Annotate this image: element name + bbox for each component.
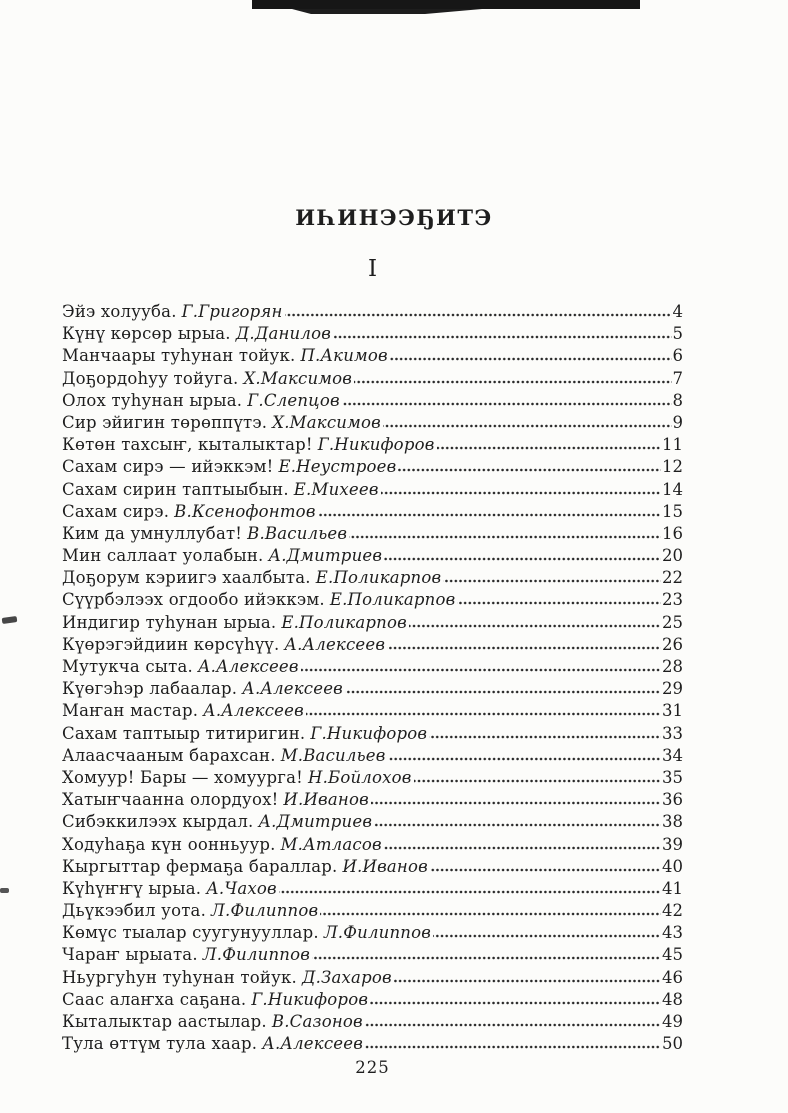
dot-leader — [365, 1023, 661, 1027]
toc-entry — [62, 345, 683, 367]
toc-entry-title: Сахам сирэ. — [62, 501, 170, 521]
toc-entry-title: Хатыҥчаанна олордуох! — [62, 790, 279, 810]
toc-entry-page-number: 4 — [672, 302, 683, 321]
toc-entry-title: Доҕордоһуу тойуга. — [62, 368, 239, 388]
toc-entry-author: И.Иванов — [283, 790, 369, 810]
dot-leader — [384, 846, 661, 850]
toc-entry — [62, 789, 683, 811]
toc-entry-title: Сахам сирэ — ийэккэм! — [62, 457, 274, 477]
dot-leader — [345, 690, 661, 694]
toc-entry — [62, 900, 683, 922]
toc-entry-page-number: 38 — [662, 812, 683, 832]
toc-entry-title: Доҕорум кэриигэ хаалбыта. — [62, 568, 311, 588]
dot-leader — [414, 779, 661, 783]
toc-entry-title: Кыталыктар аастылар. — [62, 1012, 267, 1031]
toc-entry-title: Көтөн тахсыҥ, кыталыктар! — [62, 435, 313, 455]
toc-entry — [62, 967, 683, 989]
toc-entry-page-number: 39 — [662, 834, 683, 854]
toc-entry-author: Г.Никифоров — [310, 723, 428, 743]
dot-leader — [430, 868, 661, 872]
toc-entry-title: Дьүкээбил уота. — [62, 901, 207, 921]
contents-heading: ИҺИНЭЭҔИТЭ — [295, 205, 493, 230]
toc-entry-title: Алаасчааным барахсан. — [62, 745, 276, 765]
dot-leader — [365, 1045, 661, 1049]
toc-entry-title: Сибэккилээх кырдал. — [62, 812, 254, 832]
toc-entry-title: Кыргыттар фермаҕа бараллар. — [62, 856, 338, 876]
toc-entry — [62, 523, 683, 545]
toc-entry — [62, 944, 683, 966]
dot-leader — [443, 579, 661, 583]
toc-entry-page-number: 22 — [662, 568, 683, 588]
toc-entry — [62, 700, 683, 722]
toc-entry — [62, 301, 683, 323]
toc-entry-page-number: 16 — [662, 523, 683, 543]
toc-entry-title: Хомуур! Бары — хомуурга! — [62, 767, 303, 787]
toc-entry — [62, 612, 683, 634]
toc-entry — [62, 1033, 683, 1055]
toc-entry — [62, 479, 683, 501]
dot-leader — [429, 735, 661, 739]
toc-entry-page-number: 48 — [662, 989, 683, 1009]
toc-entry-page-number: 33 — [662, 723, 683, 743]
toc-entry-title: Сахам таптыыр титиригин. — [62, 723, 306, 743]
toc-entry-page-number: 20 — [662, 546, 683, 566]
toc-entry — [62, 656, 683, 678]
toc-entry — [62, 834, 683, 856]
toc-entry-author: Х.Максимов — [243, 368, 353, 388]
toc-entry-page-number: 5 — [672, 324, 683, 344]
toc-entry-author: Е.Михеев — [293, 479, 379, 499]
toc-entry-title: Тула өттүм тула хаар. — [62, 1034, 258, 1054]
toc-entry-title: Чараҥ ырыата. — [62, 945, 198, 965]
toc-entry-page-number: 28 — [662, 657, 683, 676]
toc-entry-page-number: 29 — [662, 679, 683, 699]
toc-entry-title: Күһүҥҥү ырыа. — [62, 878, 202, 898]
toc-entry-title: Ходуһаҕа күн оонньуур. — [62, 834, 276, 854]
toc-entry-page-number: 25 — [662, 612, 683, 632]
dot-leader — [320, 912, 661, 916]
toc-entry-author: Д.Данилов — [235, 324, 332, 344]
dot-leader — [374, 823, 661, 827]
toc-entry-author: Е.Поликарпов — [315, 568, 442, 588]
toc-entry — [62, 811, 683, 833]
toc-entry — [62, 856, 683, 878]
scan-artifact — [2, 616, 18, 624]
dot-leader — [370, 1001, 661, 1005]
toc-entry-title: Саас алаҥха саҕана. — [62, 989, 247, 1009]
dot-leader — [381, 491, 661, 495]
toc-entry-author: А.Алексеев — [262, 1034, 363, 1054]
dot-leader — [409, 624, 661, 628]
dot-leader — [279, 890, 661, 894]
toc-entry-author: Л.Филиппов — [202, 945, 311, 965]
dot-leader — [371, 801, 661, 805]
dot-leader — [398, 468, 661, 472]
toc-entry-page-number: 35 — [662, 767, 683, 787]
toc-entry — [62, 767, 683, 789]
toc-entry — [62, 723, 683, 745]
toc-entry-author: П.Акимов — [300, 346, 388, 366]
dot-leader — [394, 979, 661, 983]
toc-entry-page-number: 14 — [662, 479, 683, 499]
table-of-contents — [62, 301, 683, 1055]
dot-leader — [349, 535, 661, 539]
toc-entry-page-number: 46 — [662, 967, 683, 987]
toc-entry-title: Маҥан мастар. — [62, 701, 199, 721]
toc-entry-author: Е.Поликарпов — [329, 590, 456, 610]
toc-entry-author: Г.Никифоров — [317, 435, 435, 455]
toc-entry — [62, 390, 683, 412]
toc-entry-title: Күөрэгэйдиин көрсүһүү. — [62, 634, 280, 654]
toc-entry-title: Эйэ холууба. — [62, 302, 177, 321]
toc-entry-title: Мутукча сыта. — [62, 657, 193, 676]
toc-entry-title: Күнү көрсөр ырыа. — [62, 324, 231, 344]
toc-entry-title: Сахам сирин таптыыбын. — [62, 479, 289, 499]
toc-entry — [62, 323, 683, 345]
toc-entry-title: Сир эйигин төрөппүтэ. — [62, 412, 268, 432]
dot-leader — [433, 934, 661, 938]
toc-entry-title: Ким да умнуллубат! — [62, 523, 243, 543]
toc-entry-author: Д.Захаров — [301, 967, 392, 987]
toc-entry-page-number: 7 — [672, 368, 683, 388]
toc-entry-title: Ньургуһун туһунан тойук. — [62, 967, 297, 987]
toc-entry-page-number: 9 — [672, 412, 683, 432]
toc-entry — [62, 545, 683, 567]
toc-entry — [62, 678, 683, 700]
toc-entry-author: А.Чахов — [206, 878, 277, 898]
toc-entry — [62, 1011, 683, 1033]
toc-entry-author: И.Иванов — [342, 856, 428, 876]
toc-entry — [62, 368, 683, 390]
toc-entry-author: Е.Поликарпов — [281, 612, 407, 632]
toc-entry-author: М.Атласов — [280, 834, 382, 854]
toc-entry-title: Олох туһунан ырыа. — [62, 390, 243, 410]
toc-entry — [62, 878, 683, 900]
toc-entry-page-number: 23 — [662, 590, 683, 610]
toc-entry-author: В.Ксенофонтов — [174, 501, 316, 521]
toc-entry-page-number: 50 — [662, 1034, 683, 1054]
dot-leader — [354, 380, 671, 384]
toc-entry-author: А.Дмитриев — [268, 546, 383, 566]
toc-entry-page-number: 43 — [662, 923, 683, 943]
toc-entry-page-number: 6 — [672, 346, 683, 366]
dot-leader — [333, 335, 671, 339]
toc-entry — [62, 634, 683, 656]
toc-entry-page-number: 49 — [662, 1012, 683, 1031]
toc-entry-page-number: 40 — [662, 856, 683, 876]
toc-entry — [62, 922, 683, 944]
dot-leader — [384, 557, 661, 561]
section-numeral: I — [367, 256, 378, 282]
toc-entry-page-number: 8 — [672, 390, 683, 410]
toc-entry-author: Г.Григорян — [181, 302, 283, 321]
toc-entry-page-number: 41 — [662, 878, 683, 898]
dot-leader — [390, 357, 672, 361]
toc-entry — [62, 412, 683, 434]
scan-artifact — [0, 888, 9, 893]
toc-entry-title: Көмүс тыалар суугунууллар. — [62, 923, 319, 943]
toc-entry-page-number: 42 — [662, 901, 683, 921]
dot-leader — [387, 646, 661, 650]
toc-entry-author: Х.Максимов — [272, 412, 381, 432]
dot-leader — [306, 712, 661, 716]
toc-entry-author: Е.Неустроев — [278, 457, 397, 477]
toc-entry-author: А.Алексеев — [203, 701, 304, 721]
toc-entry-author: Г.Слепцов — [247, 390, 340, 410]
toc-entry-author: Л.Филиппов — [323, 923, 432, 943]
toc-entry-title: Манчаары туһунан тойук. — [62, 346, 296, 366]
dot-leader — [285, 313, 672, 317]
toc-entry-page-number: 36 — [662, 790, 683, 810]
toc-entry-author: М.Васильев — [280, 745, 386, 765]
toc-entry-author: А.Дмитриев — [258, 812, 373, 832]
page-number: 225 — [355, 1058, 390, 1077]
toc-entry-title: Индигир туһунан ырыа. — [62, 612, 277, 632]
toc-entry-author: В.Сазонов — [271, 1012, 363, 1031]
dot-leader — [312, 956, 661, 960]
toc-entry — [62, 434, 683, 456]
toc-entry-page-number: 45 — [662, 945, 683, 965]
toc-entry-author: А.Алексеев — [197, 657, 299, 676]
toc-entry — [62, 745, 683, 767]
toc-entry — [62, 567, 683, 589]
toc-entry-title: Сүүрбэлээх огдообо ийэккэм. — [62, 590, 325, 610]
toc-entry — [62, 989, 683, 1011]
dot-leader — [437, 446, 661, 450]
toc-entry-author: А.Алексеев — [284, 634, 386, 654]
toc-entry-title: Күөгэһэр лабаалар. — [62, 679, 238, 699]
toc-entry-author: А.Алексеев — [242, 679, 343, 699]
toc-entry-page-number: 31 — [662, 701, 683, 721]
toc-entry-page-number: 11 — [662, 435, 683, 455]
scan-black-bar — [252, 0, 640, 9]
toc-entry-author: Л.Филиппов — [211, 901, 319, 921]
dot-leader — [457, 601, 661, 605]
toc-entry — [62, 501, 683, 523]
toc-entry-page-number: 15 — [662, 501, 683, 521]
dot-leader — [318, 513, 661, 517]
toc-entry — [62, 589, 683, 611]
toc-entry-page-number: 34 — [662, 745, 683, 765]
dot-leader — [383, 424, 672, 428]
toc-entry-author: В.Васильев — [247, 523, 348, 543]
toc-entry-author: Н.Бойлохов — [307, 767, 412, 787]
dot-leader — [342, 402, 672, 406]
toc-entry — [62, 456, 683, 478]
toc-entry-page-number: 12 — [662, 457, 683, 477]
toc-entry-page-number: 26 — [662, 634, 683, 654]
toc-entry-author: Г.Никифоров — [251, 989, 369, 1009]
dot-leader — [388, 757, 661, 761]
toc-entry-title: Мин саллаат уолабын. — [62, 546, 264, 566]
dot-leader — [301, 668, 661, 672]
